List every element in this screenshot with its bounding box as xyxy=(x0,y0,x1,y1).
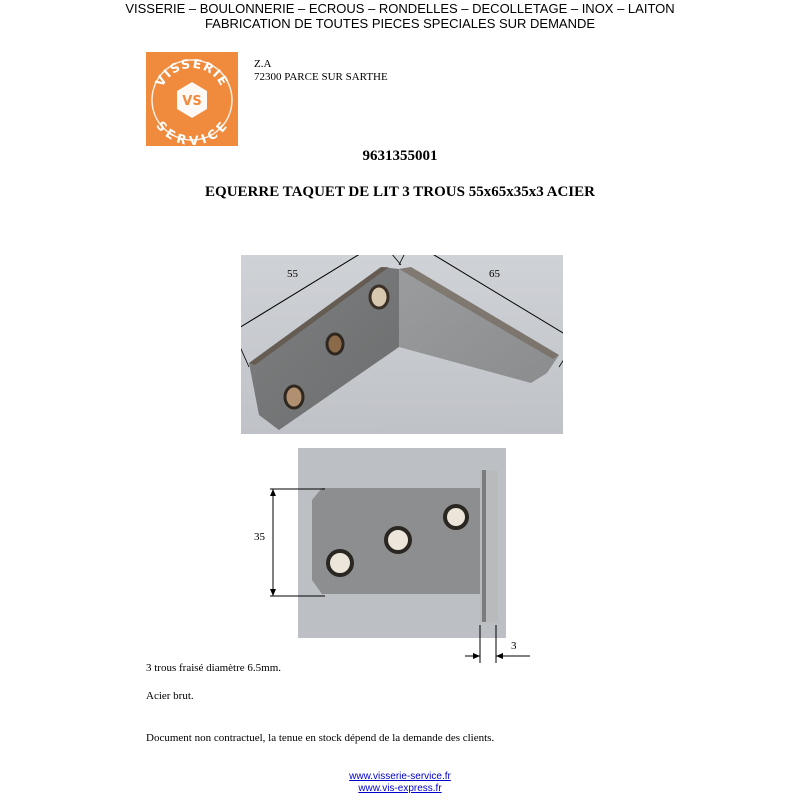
thickness-dimension-line xyxy=(460,625,540,665)
logo-graphic xyxy=(146,52,238,146)
hole-1 xyxy=(370,286,388,308)
product-title: EQUERRE TAQUET DE LIT 3 TROUS 55x65x35x3 ACIER xyxy=(205,184,595,200)
product-reference: 9631355001 xyxy=(362,148,438,164)
hole-c xyxy=(445,506,467,528)
address-line-2: 72300 PARCE SUR SARTHE xyxy=(254,71,388,83)
header-line-2: FABRICATION DE TOUTES PIECES SPECIALES SUR DEMANDE xyxy=(204,16,596,31)
height-dimension-line xyxy=(265,480,335,605)
svg-text:SERVICE xyxy=(153,118,230,146)
hole-b xyxy=(386,528,410,552)
bracket-photo-top xyxy=(241,255,563,434)
logo-monogram: VS xyxy=(182,94,202,109)
address-line-1: Z.A xyxy=(254,58,272,70)
logo-text-bottom: SERVICE xyxy=(153,117,231,146)
description-disclaimer: Document non contractuel, la tenue en stock dépend de la demande des clients. xyxy=(146,732,495,744)
footer-link-vis-express[interactable]: www.vis-express.fr xyxy=(358,783,442,794)
description-holes: 3 trous fraisé diamètre 6.5mm. xyxy=(146,662,282,674)
company-logo xyxy=(146,52,238,146)
dimension-label-65: 65 xyxy=(489,268,500,280)
dimension-label-3: 3 xyxy=(511,640,517,652)
hole-3 xyxy=(285,386,303,408)
hole-2 xyxy=(327,334,343,354)
header-line-1: VISSERIE – BOULONNERIE – ECROUS – RONDELLES – DECOLLETAGE – INOX – LAITON xyxy=(125,1,675,16)
footer-link-visserie-service[interactable]: www.visserie-service.fr xyxy=(349,771,451,782)
description-material: Acier brut. xyxy=(146,690,194,702)
logo-text-top: VISSERIE xyxy=(151,55,233,90)
dimension-label-35: 35 xyxy=(254,531,265,543)
dimension-label-55: 55 xyxy=(287,268,298,280)
